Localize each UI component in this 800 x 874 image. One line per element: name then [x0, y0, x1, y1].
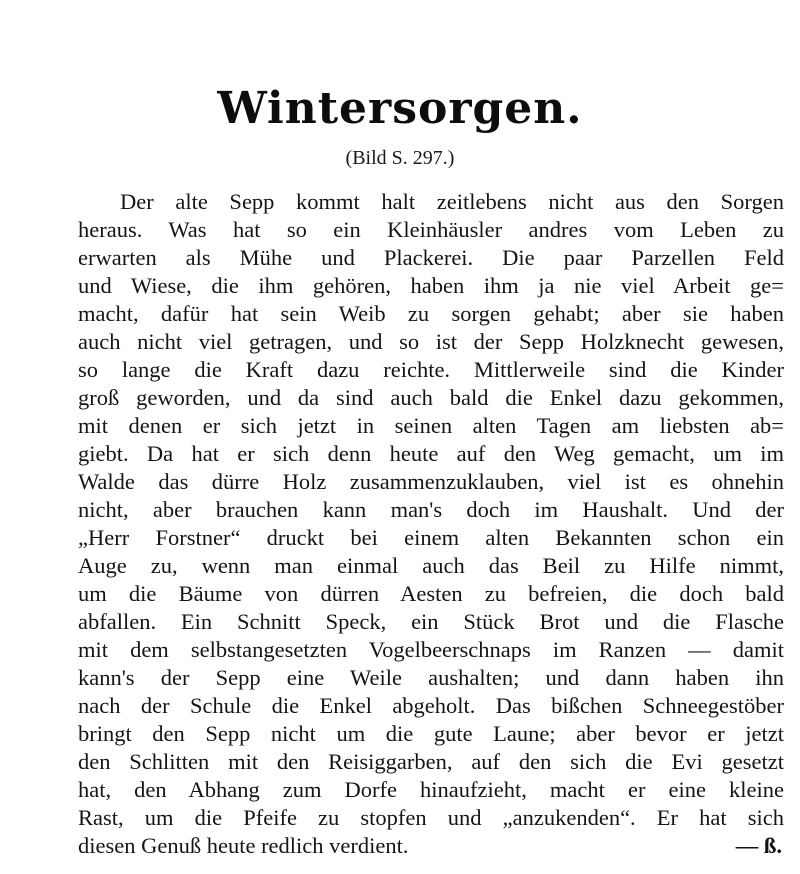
text-line: mit denen er sich jetzt in seinen alten Tagen am liebsten ab= [78, 413, 784, 438]
text-line: Der alte Sepp kommt halt zeitlebens nicht aus den Sorgen [120, 189, 784, 214]
article-title: Wintersorgen. [217, 83, 583, 134]
text-line: nicht, aber brauchen kann man's doch im Haushalt. Und der [78, 497, 784, 522]
text-line: und Wiese, die ihm gehören, haben ihm ja nie viel Arbeit ge= [78, 273, 784, 298]
image-reference: (Bild S. 297.) [345, 147, 455, 169]
text-line: auch nicht viel getragen, und so ist der Sepp Holzknecht gewesen, [78, 329, 784, 354]
text-line: erwarten als Mühe und Plackerei. Die paar Parzellen Feld [78, 245, 784, 270]
text-line: heraus. Was hat so ein Kleinhäusler andres vom Leben zu [78, 217, 784, 242]
author-signature: — ß. [735, 833, 782, 858]
text-line: nach der Schule die Enkel abgeholt. Das bißchen Schneegestöber [78, 693, 784, 718]
text-line: Rast, um die Pfeife zu stopfen und „anzukenden“. Er hat sich [78, 805, 784, 830]
text-line: so lange die Kraft dazu reichte. Mittlerweile sind die Kinder [78, 357, 784, 382]
text-line: mit dem selbstangesetzten Vogelbeerschnaps im Ranzen — damit [78, 637, 784, 662]
text-line: bringt den Sepp nicht um die gute Laune; aber bevor er jetzt [78, 721, 784, 746]
text-line: Auge zu, wenn man einmal auch das Beil zu Hilfe nimmt, [78, 553, 784, 578]
text-line: macht, dafür hat sein Weib zu sorgen gehabt; aber sie haben [78, 301, 784, 326]
article-body [78, 188, 784, 860]
text-line: groß geworden, und da sind auch bald die Enkel dazu gekommen, [78, 385, 784, 410]
text-line: abfallen. Ein Schnitt Speck, ein Stück Brot und die Flasche [78, 609, 784, 634]
text-line: um die Bäume von dürren Aesten zu befreien, die doch bald [78, 581, 784, 606]
text-line: kann's der Sepp eine Weile aushalten; und dann haben ihn [78, 665, 784, 690]
text-line: hat, den Abhang zum Dorfe hinaufzieht, macht er eine kleine [78, 777, 784, 802]
text-line: Walde das dürre Holz zusammenzuklauben, viel ist es ohnehin [78, 469, 784, 494]
text-line-final: diesen Genuß heute redlich verdient. [78, 833, 409, 858]
text-line: giebt. Da hat er sich denn heute auf den Weg gemacht, um im [78, 441, 784, 466]
text-line: den Schlitten mit den Reisiggarben, auf den sich die Evi gesetzt [78, 749, 784, 774]
last-text-line [78, 832, 784, 860]
text-line: „Herr Forstner“ druckt bei einem alten Bekannten schon ein [78, 525, 784, 550]
